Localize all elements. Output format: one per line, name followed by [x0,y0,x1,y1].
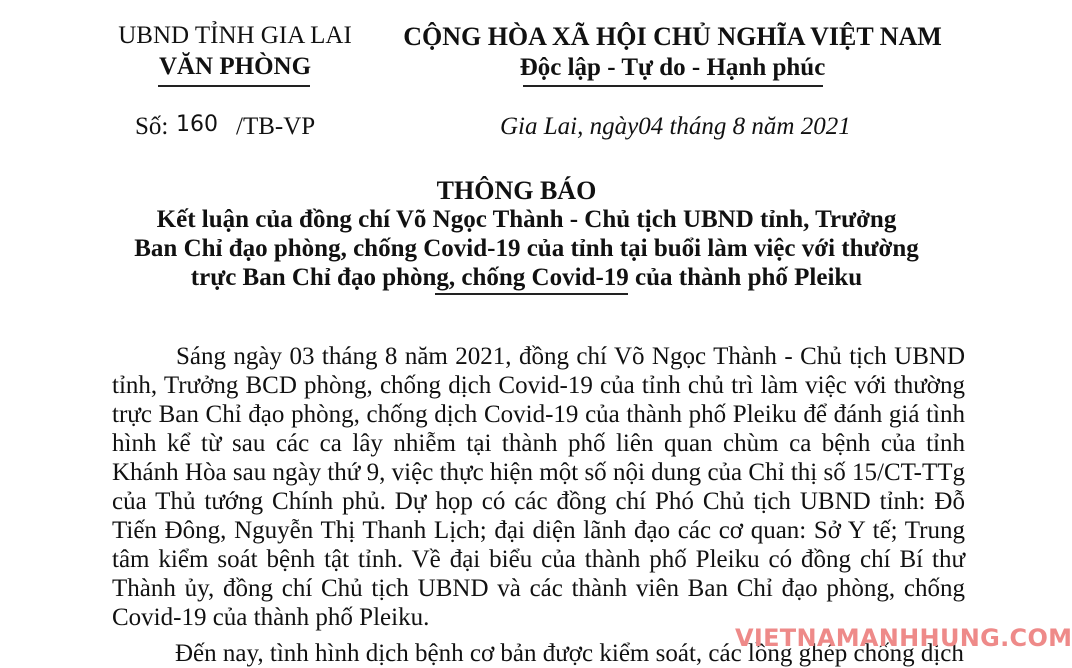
place-and-date: Gia Lai, ngày04 tháng 8 năm 2021 [500,113,851,140]
notice-subtitle-line-1: Kết luận của đồng chí Võ Ngọc Thành - Chủ tịch UBND tỉnh, Trưởng [156,206,897,233]
national-motto: Độc lập - Tự do - Hạnh phúc [519,54,826,81]
document-number-label: Số: [135,113,169,140]
watermark: VIETNAMANHHUNG.COM [735,624,1072,652]
body-paragraph-cutoff: Đến nay, tình hình dịch bệnh cơ bản được kiểm soát, các lồng ghép chống dịch [175,640,964,667]
notice-subtitle-line-2: Ban Chỉ đạo phòng, chống Covid-19 của tỉnh tại buổi làm việc với thường [134,235,919,262]
national-title: CỘNG HÒA XÃ HỘI CHỦ NGHĨA VIỆT NAM [403,22,942,51]
motto-underline [523,85,823,87]
notice-subtitle-line-3: trực Ban Chỉ đạo phòng, chống Covid-19 của thành phố Pleiku [190,264,863,291]
body-paragraph: Sáng ngày 03 tháng 8 năm 2021, đồng chí Võ Ngọc Thành - Chủ tịch UBND tỉnh, Trưởng BCD phòng, chống dịch Covid-19 của tỉnh chủ trì làm việc với thường trực Ban Chỉ đạo phòng, chống dịch Covid-19 của thành phố Pleiku để đánh giá tình hình kể từ sau các ca lây nhiễm tại thành phố liên quan chùm ca bệnh của tỉnh Khánh Hòa sau ngày thứ 9, việc thực hiện một số nội dung của Chỉ thị số 15/CT-TTg của Thủ tướng Chính phủ. Dự họp có các đồng chí Phó Chủ tịch UBND tỉnh: Đỗ Tiến Đông, Nguyễn Thị Thanh Lịch; đại diện lãnh đạo các cơ quan: Sở Y tế; Trung tâm kiểm soát bệnh tật tỉnh. Về đại biểu của thành phố Pleiku có đồng chí Bí thư Thành ủy, đồng chí Chủ tịch UBND và các thành viên Ban Chỉ đạo phòng, chống Covid-19 của thành phố Pleiku. [112,343,965,631]
subtitle-underline [435,293,628,295]
document-number-suffix: /TB-VP [236,113,316,140]
office-underline [158,85,310,87]
issuing-authority: UBND TỈNH GIA LAI [118,22,352,49]
notice-title: THÔNG BÁO [436,176,597,205]
document-number: 160 [176,112,218,137]
issuing-office: VĂN PHÒNG [158,53,312,80]
